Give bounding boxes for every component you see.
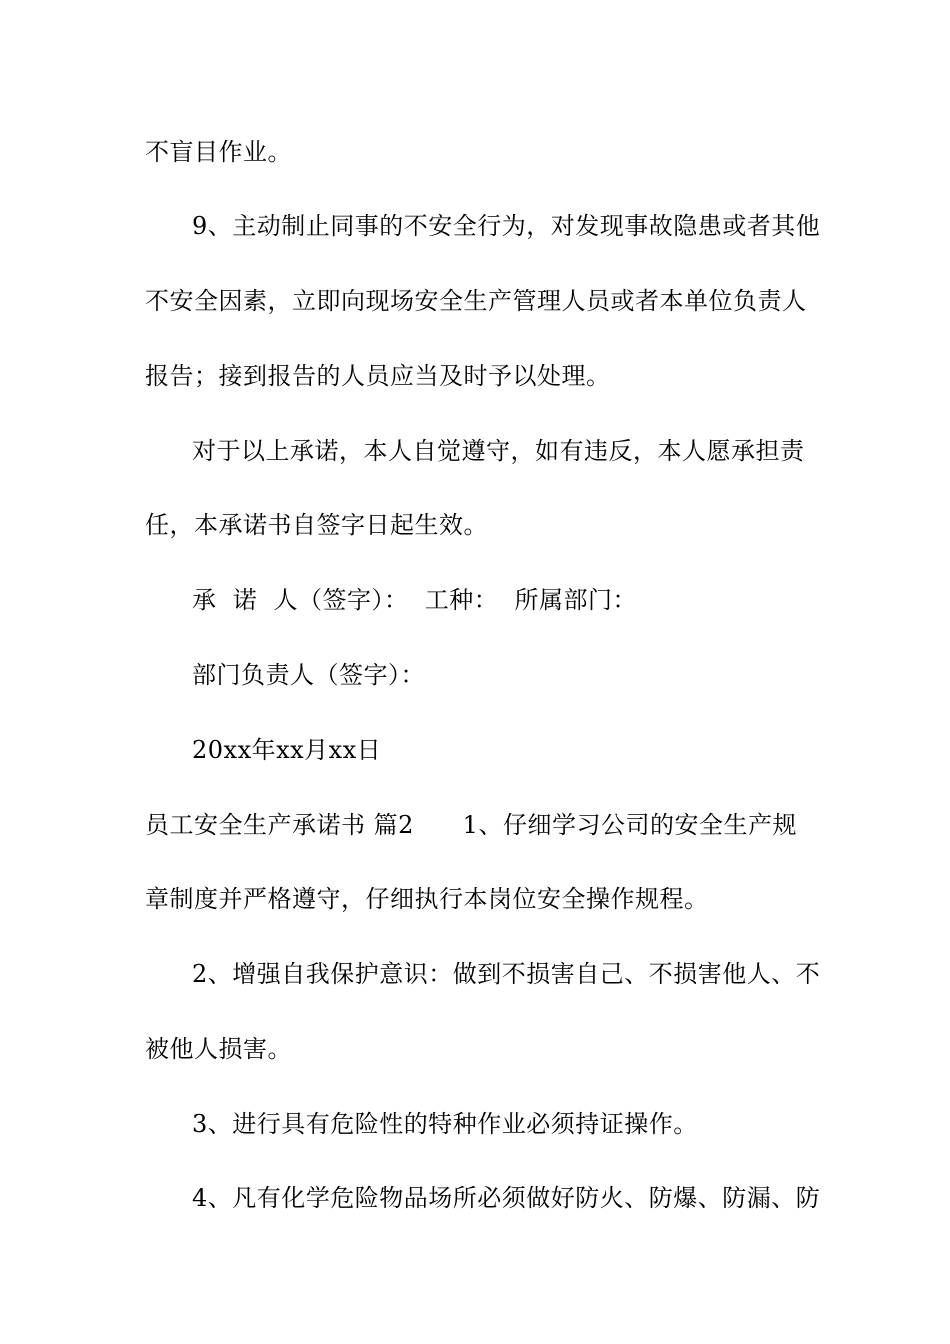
- text-line: 章制度并严格遵守，仔细执行本岗位安全操作规程。: [145, 885, 709, 913]
- text-line: 任，本承诺书自签字日起生效。: [145, 511, 488, 539]
- text-line: 4、凡有化学危险物品场所必须做好防火、防爆、防漏、防: [192, 1184, 821, 1212]
- text-line: 2、增强自我保护意识：做到不损害自己、不损害他人、不: [192, 960, 821, 988]
- text-line: 对于以上承诺，本人自觉遵守，如有违反，本人愿承担责: [192, 437, 805, 465]
- date-line: 20xx年xx月xx日: [192, 736, 382, 764]
- text-line: 不安全因素，立即向现场安全生产管理人员或者本单位负责人: [145, 287, 807, 315]
- text-line: 9、主动制止同事的不安全行为，对发现事故隐患或者其他: [192, 212, 821, 240]
- text-line: 不盲目作业。: [145, 138, 292, 166]
- section-heading-line: 员工安全生产承诺书 篇2 1、仔细学习公司的安全生产规: [145, 811, 797, 839]
- text-line: 被他人损害。: [145, 1035, 292, 1063]
- text-line: 3、进行具有危险性的特种作业必须持证操作。: [192, 1110, 698, 1138]
- signature-line: 承 诺 人（签字）： 工种： 所属部门：: [192, 586, 638, 614]
- text-line: 报告；接到报告的人员应当及时予以处理。: [145, 362, 611, 390]
- department-head-line: 部门负责人（签字）：: [192, 661, 425, 689]
